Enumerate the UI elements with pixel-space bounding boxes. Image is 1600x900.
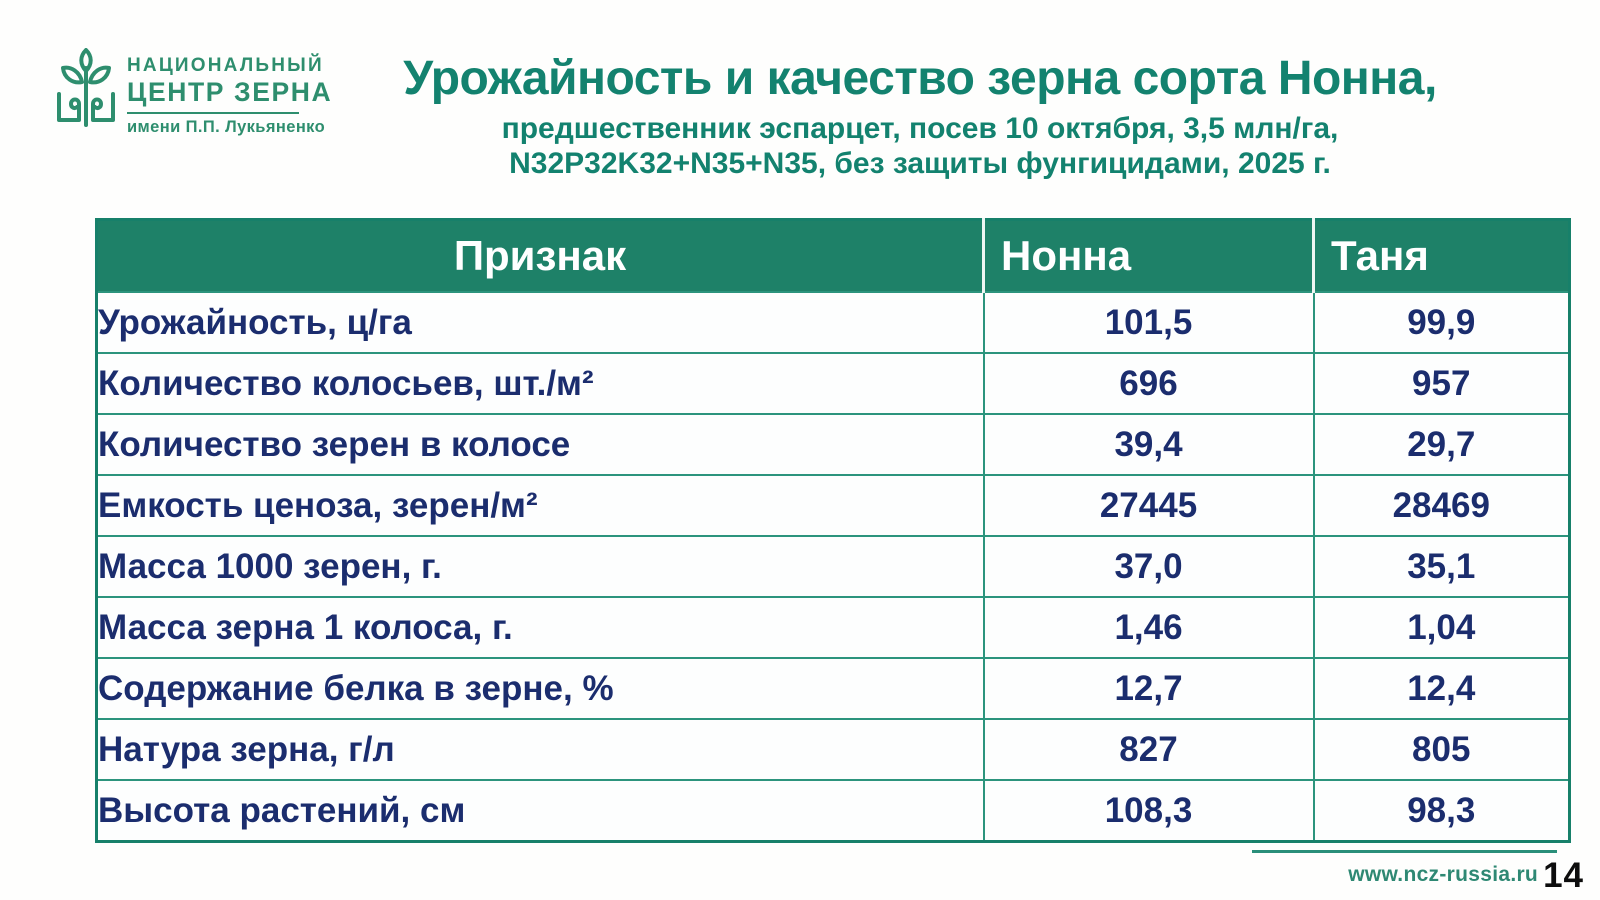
row-label: Высота растений, см [97, 780, 984, 842]
nonna-value: 39,4 [984, 414, 1314, 475]
table-header-row [97, 220, 1570, 293]
logo-line2: ЦЕНТР ЗЕРНА [127, 76, 333, 107]
slide-title: Урожайность и качество зерна сорта Нонна, [403, 52, 1437, 105]
table-row [97, 780, 1570, 842]
page-number: 14 [1543, 856, 1584, 895]
table-row [97, 536, 1570, 597]
tanya-value: 805 [1314, 719, 1570, 780]
logo-line1: НАЦИОНАЛЬНЫЙ [127, 55, 324, 76]
logo [55, 48, 332, 137]
row-label: Натура зерна, г/л [97, 719, 984, 780]
row-label: Масса зерна 1 колоса, г. [97, 597, 984, 658]
table-row [97, 658, 1570, 719]
footer [1348, 856, 1584, 896]
row-label: Количество зерен в колосе [97, 414, 984, 475]
subtitle-line-1: предшественник эспарцет, посев 10 октября, 3,5 млн/га, [501, 111, 1339, 145]
logo-text [127, 48, 332, 137]
subtitle-line-2: N32P32K32+N35+N35, без защиты фунгицидами, 2025 г. [509, 147, 1331, 181]
row-label: Содержание белка в зерне, % [97, 658, 984, 719]
nonna-value: 101,5 [984, 292, 1314, 353]
nonna-value: 37,0 [984, 536, 1314, 597]
tanya-value: 35,1 [1314, 536, 1570, 597]
results-table [95, 218, 1571, 843]
nonna-value: 12,7 [984, 658, 1314, 719]
tanya-value: 12,4 [1314, 658, 1570, 719]
slide-subtitle [325, 111, 1515, 182]
row-label: Масса 1000 зерен, г. [97, 536, 984, 597]
tanya-value: 98,3 [1314, 780, 1570, 842]
table-row [97, 597, 1570, 658]
column-header-feature: Признак [97, 220, 984, 293]
table-row [97, 475, 1570, 536]
table-row [97, 719, 1570, 780]
tanya-value: 29,7 [1314, 414, 1570, 475]
column-header-tanya: Таня [1314, 220, 1570, 293]
nonna-value: 696 [984, 353, 1314, 414]
website-link[interactable]: www.ncz-russia.ru [1348, 863, 1539, 886]
row-label: Емкость ценоза, зерен/м² [97, 475, 984, 536]
nonna-value: 108,3 [984, 780, 1314, 842]
table-row [97, 353, 1570, 414]
tanya-value: 99,9 [1314, 292, 1570, 353]
nonna-value: 827 [984, 719, 1314, 780]
tanya-value: 28469 [1314, 475, 1570, 536]
row-label: Количество колосьев, шт./м² [97, 353, 984, 414]
logo-line3: имени П.П. Лукьяненко [127, 118, 326, 137]
tanya-value: 1,04 [1314, 597, 1570, 658]
table-row [97, 292, 1570, 353]
title-block [325, 52, 1515, 182]
column-header-nonna: Нонна [984, 220, 1314, 293]
logo-divider [127, 112, 299, 114]
footer-divider [1252, 850, 1557, 853]
table-row [97, 414, 1570, 475]
row-label: Урожайность, ц/га [97, 292, 984, 353]
nonna-value: 27445 [984, 475, 1314, 536]
nonna-value: 1,46 [984, 597, 1314, 658]
tanya-value: 957 [1314, 353, 1570, 414]
plant-logo-icon [55, 48, 117, 128]
table-body [97, 292, 1570, 842]
